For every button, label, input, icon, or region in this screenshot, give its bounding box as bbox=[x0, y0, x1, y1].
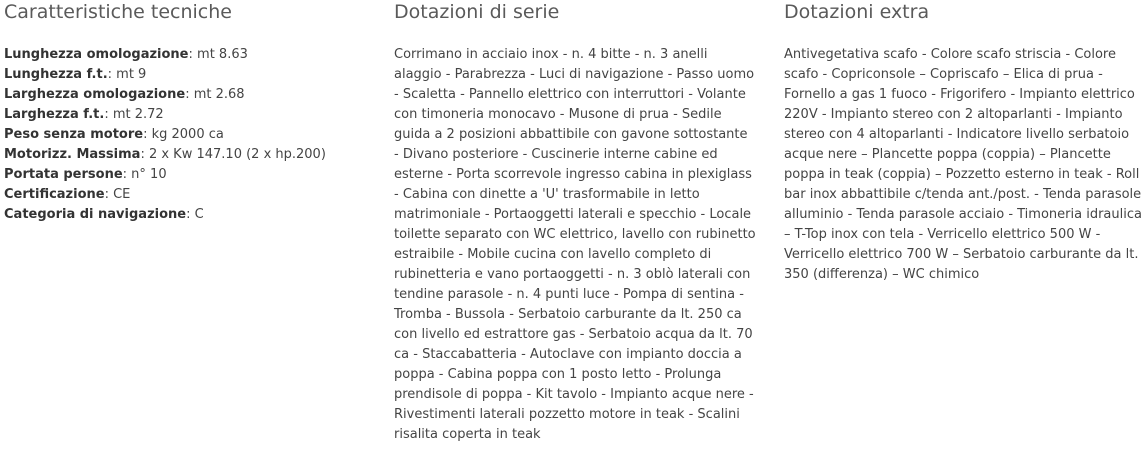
spec-item: Larghezza f.t.: mt 2.72 bbox=[4, 107, 164, 122]
spec-value: mt 2.72 bbox=[112, 107, 164, 122]
standard-equipment-title: Dotazioni di serie bbox=[394, 1, 560, 23]
spec-item: Portata persone: n° 10 bbox=[4, 167, 167, 182]
spec-label: Certificazione bbox=[4, 187, 105, 202]
spec-label: Motorizz. Massima bbox=[4, 147, 141, 162]
specs-column bbox=[4, 0, 384, 225]
spec-value: 2 x Kw 147.10 (2 x hp.200) bbox=[148, 147, 326, 162]
spec-label: Larghezza f.t. bbox=[4, 107, 105, 122]
specs-title: Caratteristiche tecniche bbox=[4, 1, 232, 23]
spec-item: Lunghezza omologazione: mt 8.63 bbox=[4, 47, 248, 62]
spec-value: C bbox=[194, 207, 204, 222]
spec-value: mt 8.63 bbox=[197, 47, 248, 62]
spec-value: n° 10 bbox=[131, 167, 167, 182]
spec-item: Peso senza motore: kg 2000 ca bbox=[4, 127, 224, 142]
spec-label: Portata persone bbox=[4, 167, 123, 182]
standard-equipment-text: Corrimano in acciaio inox - n. 4 bitte - n. 3 anelli alaggio - Parabrezza - Luci di navigazione - Passo uomo - Scaletta - Pannello elettrico con interruttori - Volante con timoneria monocavo - Musone di prua - Sedile guida a 2 posizioni abbattibile con gavone sottostante - Divano posteriore - Cuscinerie interne cabine ed esterne - Porta scorrevole ingresso cabina in plexiglass - Cabina con dinette a 'U' trasformabile in letto matrimoniale - Portaoggetti laterali e specchio - Locale toilette separato con WC elettrico, lavello con rubinetto estraibile - Mobile cucina con lavello completo di rubinetteria e vano portaoggetti - n. 3 oblò laterali con tendine parasole - n. 4 punti luce - Pompa di sentina - Tromba - Bussola - Serbatoio carburante da lt. 250 ca con livello ed estrattore gas - Serbatoio acqua da lt. 70 ca - Staccabatteria - Autoclave con impianto doccia a poppa - Cabina poppa con 1 posto letto - Prolunga prendisole di poppa - Kit tavolo - Impianto acque nere - Rivestimenti laterali pozzetto motore in teak - Scalini risalita coperta in teak bbox=[394, 47, 756, 442]
spec-label: Categoria di navigazione bbox=[4, 207, 187, 222]
spec-value: mt 9 bbox=[116, 67, 147, 82]
spec-item: Motorizz. Massima: 2 x Kw 147.10 (2 x hp.200) bbox=[4, 147, 326, 162]
extra-equipment-column bbox=[784, 0, 1144, 285]
spec-label: Peso senza motore bbox=[4, 127, 144, 142]
standard-equipment-column bbox=[394, 0, 764, 445]
spec-label: Larghezza omologazione bbox=[4, 87, 186, 102]
spec-value: kg 2000 ca bbox=[151, 127, 224, 142]
specs-list bbox=[4, 45, 384, 225]
spec-value: CE bbox=[113, 187, 131, 202]
spec-value: mt 2.68 bbox=[193, 87, 245, 102]
spec-label: Lunghezza omologazione bbox=[4, 47, 189, 62]
extra-equipment-title: Dotazioni extra bbox=[784, 1, 930, 23]
spec-item: Certificazione: CE bbox=[4, 187, 131, 202]
extra-equipment-text: Antivegetativa scafo - Colore scafo striscia - Colore scafo - Copriconsole – Copriscafo – Elica di prua - Fornello a gas 1 fuoco - Frigorifero - Impianto elettrico 220V - Impianto stereo con 2 altoparlanti - Impianto stereo con 4 altoparlanti - Indicatore livello serbatoio acque nere – Plancette poppa (coppia) – Plancette poppa in teak (coppia) – Pozzetto esterno in teak - Roll bar inox abbattibile c/tenda ant./post. - Tenda parasole alluminio - Tenda parasole acciaio - Timoneria idraulica – T-Top inox con tela - Verricello elettrico 500 W - Verricello elettrico 700 W – Serbatoio carburante da lt. 350 (differenza) – WC chimico bbox=[784, 47, 1142, 282]
spec-label: Lunghezza f.t. bbox=[4, 67, 108, 82]
spec-item: Lunghezza f.t.: mt 9 bbox=[4, 67, 147, 82]
spec-item: Larghezza omologazione: mt 2.68 bbox=[4, 87, 245, 102]
spec-item: Categoria di navigazione: C bbox=[4, 207, 204, 222]
